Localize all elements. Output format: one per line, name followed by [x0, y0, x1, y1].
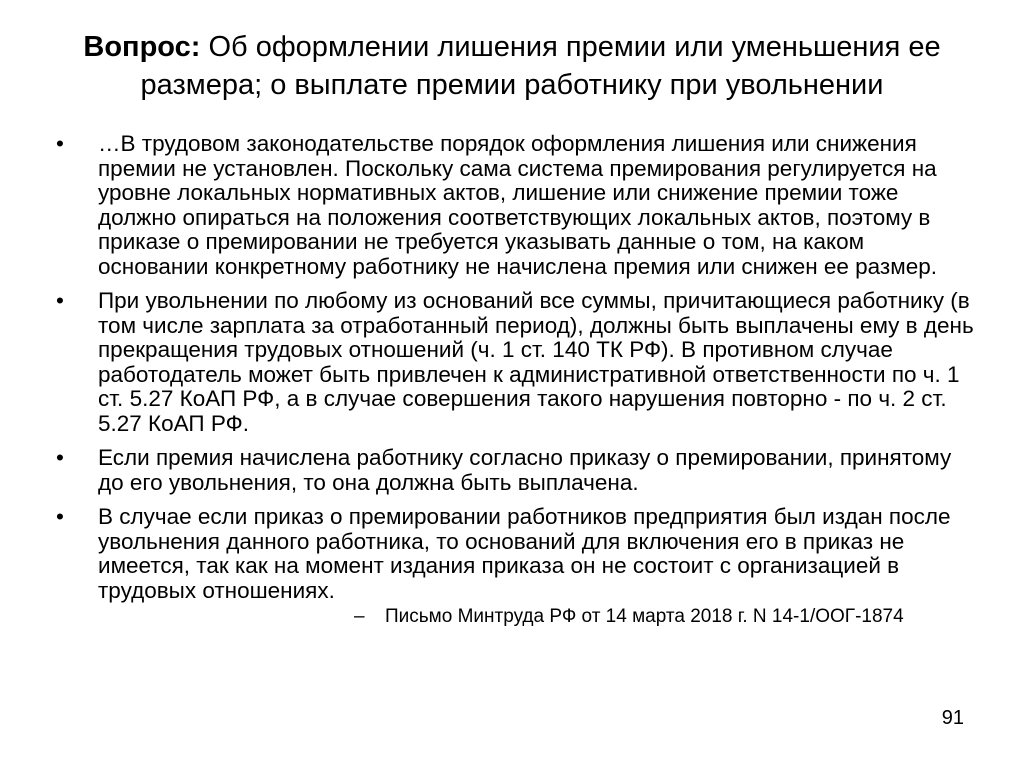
bullet-text: При увольнении по любому из оснований все суммы, причитающиеся работнику (в том числе зарплата за отработанный период), должны быть выплачены ему в день прекращения трудовых отношений (ч. 1 ст. 140 ТК РФ). В противном случае работодатель может быть привлечен к административной ответственности по ч. 1 ст. 5.27 КоАП РФ, а в случае совершения такого нарушения повторно - по ч. 2 ст. 5.27 КоАП РФ.: [98, 288, 974, 436]
slide-title: [40, 28, 984, 104]
title-text: Об оформлении лишения премии или уменьшения ее размера; о выплате премии работнику при увольнении: [140, 31, 941, 101]
bullet-text: Если премия начислена работнику согласно приказу о премировании, принятому до его увольнения, то она должна быть выплачена.: [98, 445, 952, 495]
source-text: Письмо Минтруда РФ от 14 марта 2018 г. N 14-1/ООГ-1874: [385, 606, 904, 627]
bullet-marker: •: [56, 445, 64, 470]
bullet-marker: •: [56, 288, 64, 313]
bullet-item: [56, 446, 976, 495]
bullet-text: …В трудовом законодательстве порядок оформления лишения или снижения премии не установлен. Поскольку сама система премирования регулируется на уровне локальных нормативных актов, лишение или снижение премии тоже должно опираться на положения соответствующих локальных актов, поэтому в приказе о премировании не требуется указывать данные о том, на каком основании конкретному работнику не начислена премия или снижен ее размер.: [98, 131, 937, 279]
title-prefix: Вопрос:: [83, 31, 201, 63]
slide-number: 91: [941, 707, 964, 729]
slide-body: [56, 132, 976, 629]
dash-marker: –: [354, 606, 365, 627]
bullet-text: В случае если приказ о премировании работников предприятия был издан после увольнения данного работника, то оснований для включения его в приказ не имеется, так как на момент издания приказа он не состоит с организацией в трудовых отношениях.: [98, 504, 951, 603]
source-citation: [98, 605, 976, 629]
bullet-marker: •: [56, 504, 64, 529]
bullet-item: [56, 132, 976, 279]
bullet-item: [56, 505, 976, 629]
bullet-marker: •: [56, 131, 64, 156]
bullet-item: [56, 289, 976, 436]
